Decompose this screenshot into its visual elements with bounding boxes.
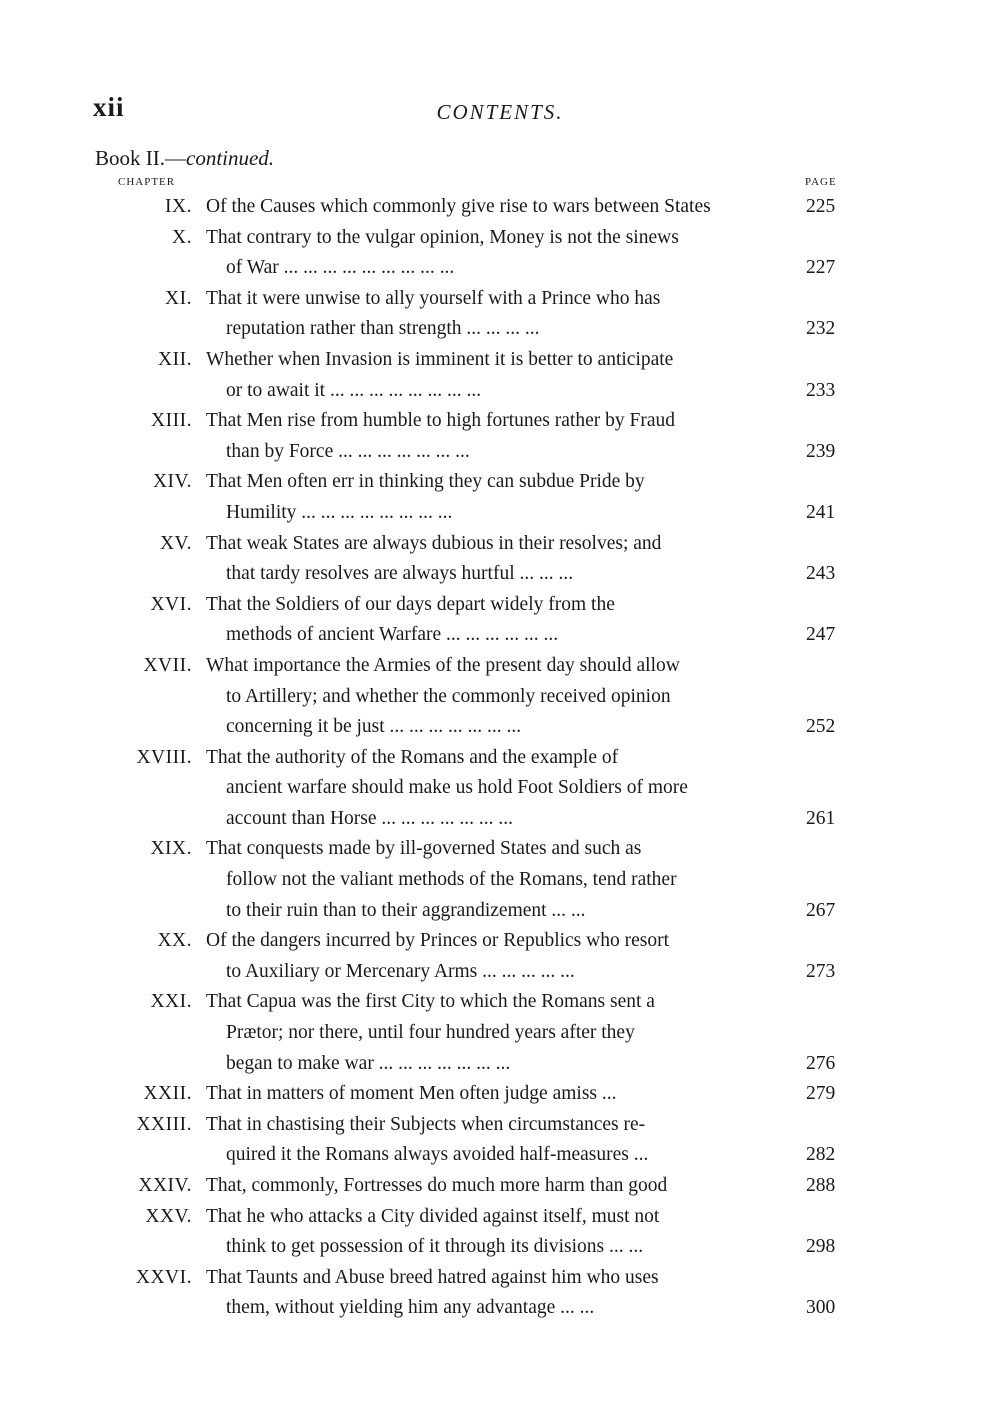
- toc-entry: [90, 467, 860, 528]
- chapter-title-line: That in chastising their Subjects when circumstances re-: [206, 1113, 646, 1135]
- chapter-number: XXIV.: [138, 1175, 192, 1196]
- toc-entry: [90, 406, 860, 467]
- chapter-number: IX.: [165, 196, 192, 217]
- chapter-title-line: That Taunts and Abuse breed hatred against him who uses: [206, 1266, 659, 1288]
- chapter-title-line: began to make war ... ... ... ... ... ... ...: [226, 1052, 511, 1074]
- chapter-title-line: account than Horse ... ... ... ... ... ... ...: [226, 807, 514, 829]
- chapter-title-line: That he who attacks a City divided against itself, must not: [206, 1205, 660, 1227]
- chapter-title-line: That the authority of the Romans and the example of: [206, 746, 619, 768]
- toc-entry: [90, 284, 860, 345]
- chapter-title-line: What importance the Armies of the present day should allow: [206, 654, 680, 676]
- chapter-title: [206, 1110, 786, 1171]
- toc-entry: [90, 1079, 860, 1110]
- chapter-column-heading: CHAPTER: [118, 176, 176, 188]
- chapter-number: XVIII.: [136, 746, 192, 768]
- toc-entry: [90, 529, 860, 590]
- chapter-number: X.: [172, 226, 192, 248]
- page-reference: 252: [806, 716, 836, 738]
- chapter-title-line: quired it the Romans always avoided half-measures ...: [226, 1144, 649, 1166]
- chapter-title: [206, 1202, 786, 1263]
- toc-entry: [90, 223, 860, 284]
- toc-list: [90, 192, 860, 1324]
- toc-entry: [90, 1171, 860, 1202]
- chapter-title-line: think to get possession of it through its divisions ... ...: [226, 1236, 644, 1258]
- chapter-title-line: Humility ... ... ... ... ... ... ... ...: [226, 501, 453, 523]
- chapter-title-line: That contrary to the vulgar opinion, Money is not the sinews: [206, 226, 679, 248]
- chapter-title-line: of War ... ... ... ... ... ... ... ... ...: [226, 257, 455, 279]
- page-reference: 239: [806, 440, 836, 462]
- chapter-title: [206, 987, 786, 1079]
- chapter-number: XXI.: [150, 991, 192, 1013]
- chapter-title: [206, 345, 786, 406]
- chapter-title: [206, 223, 786, 284]
- chapter-title-line: Of the Causes which commonly give rise to wars between States: [206, 196, 711, 217]
- chapter-title: [206, 1263, 786, 1324]
- page-reference: 241: [806, 501, 836, 523]
- chapter-number: XXIII.: [136, 1113, 192, 1135]
- toc-entry: [90, 1110, 860, 1171]
- chapter-title-line: That in matters of moment Men often judge amiss ...: [206, 1083, 617, 1105]
- page-reference: 225: [806, 196, 836, 217]
- chapter-title-line: follow not the valiant methods of the Romans, tend rather: [226, 869, 677, 891]
- book-continued: continued.: [186, 146, 275, 170]
- chapter-title-line: ancient warfare should make us hold Foot Soldiers of more: [226, 777, 688, 799]
- page-number-folio: xii: [93, 92, 125, 122]
- page-reference: 267: [806, 899, 836, 921]
- page-reference: 227: [806, 257, 836, 279]
- chapter-number: XVI.: [150, 593, 192, 615]
- toc-entry: [90, 192, 860, 223]
- chapter-title-line: That it were unwise to ally yourself with a Prince who has: [206, 287, 661, 309]
- chapter-title: [206, 284, 786, 345]
- chapter-number: XX.: [157, 930, 192, 952]
- chapter-title: [206, 926, 786, 987]
- page-reference: 288: [806, 1175, 836, 1196]
- chapter-number: XIX.: [150, 838, 192, 860]
- chapter-title-line: That conquests made by ill-governed States and such as: [206, 838, 642, 860]
- toc-entry: [90, 345, 860, 406]
- chapter-title: [206, 529, 786, 590]
- chapter-title-line: or to await it ... ... ... ... ... ... ... ...: [226, 379, 482, 401]
- chapter-title-line: them, without yielding him any advantage ... ...: [226, 1297, 595, 1319]
- chapter-title-line: to their ruin than to their aggrandizement ... ...: [226, 899, 586, 921]
- chapter-number: XXVI.: [135, 1266, 192, 1288]
- chapter-title: [206, 1171, 786, 1202]
- chapter-title-line: than by Force ... ... ... ... ... ... ...: [226, 440, 470, 462]
- chapter-title-line: that tardy resolves are always hurtful ... ... ...: [226, 563, 574, 585]
- chapter-number: XI.: [165, 287, 192, 309]
- chapter-title-line: That, commonly, Fortresses do much more harm than good: [206, 1175, 668, 1196]
- chapter-number: XVII.: [143, 654, 192, 676]
- page-reference: 273: [806, 960, 836, 982]
- page-reference: 279: [806, 1083, 836, 1105]
- chapter-number: XXV.: [145, 1205, 192, 1227]
- toc-entry: [90, 834, 860, 926]
- chapter-title-line: That Capua was the first City to which the Romans sent a: [206, 991, 655, 1013]
- chapter-title-line: concerning it be just ... ... ... ... ... ... ...: [226, 716, 522, 738]
- chapter-title-line: That the Soldiers of our days depart widely from the: [206, 593, 615, 615]
- page-reference: 298: [806, 1236, 836, 1258]
- chapter-title-line: That Men often err in thinking they can subdue Pride by: [206, 471, 645, 493]
- chapter-title: [206, 651, 786, 743]
- toc-entry: [90, 926, 860, 987]
- chapter-number: XV.: [159, 532, 192, 554]
- chapter-number: XIV.: [152, 471, 192, 493]
- chapter-title: [206, 467, 786, 528]
- page-column-heading: PAGE: [805, 176, 837, 188]
- page-reference: 233: [806, 379, 836, 401]
- chapter-title: [206, 834, 786, 926]
- page-reference: 247: [806, 624, 836, 646]
- running-head: CONTENTS.: [436, 100, 564, 124]
- chapter-title: [206, 590, 786, 651]
- chapter-title-line: That weak States are always dubious in their resolves; and: [206, 532, 662, 554]
- chapter-title-line: to Auxiliary or Mercenary Arms ... ... ... ... ...: [226, 960, 575, 982]
- toc-entry: [90, 1202, 860, 1263]
- page-reference: 300: [806, 1297, 836, 1319]
- chapter-title-line: Whether when Invasion is imminent it is better to anticipate: [206, 348, 674, 370]
- chapter-title-line: Of the dangers incurred by Princes or Republics who resort: [206, 930, 670, 952]
- chapter-title: [206, 406, 786, 467]
- chapter-title: [206, 192, 786, 223]
- page-reference: 261: [806, 807, 836, 829]
- page-reference: 232: [806, 318, 836, 340]
- toc-entry: [90, 743, 860, 835]
- toc-entry: [90, 987, 860, 1079]
- chapter-number: XXII.: [143, 1083, 192, 1105]
- chapter-number: XII.: [158, 348, 192, 370]
- chapter-title-line: That Men rise from humble to high fortunes rather by Fraud: [206, 410, 675, 432]
- toc-entry: [90, 651, 860, 743]
- chapter-title-line: to Artillery; and whether the commonly received opinion: [226, 685, 671, 707]
- chapter-title-line: reputation rather than strength ... ... ... ...: [226, 318, 540, 340]
- page-reference: 276: [806, 1052, 836, 1074]
- book-heading: [95, 146, 274, 171]
- chapter-number: XIII.: [151, 410, 192, 432]
- toc-entry: [90, 1263, 860, 1324]
- page-reference: 243: [806, 563, 836, 585]
- chapter-title-line: methods of ancient Warfare ... ... ... ... ... ...: [226, 624, 559, 646]
- toc-entry: [90, 590, 860, 651]
- chapter-title-line: Prætor; nor there, until four hundred years after they: [226, 1022, 635, 1044]
- chapter-title: [206, 743, 786, 835]
- page-reference: 282: [806, 1144, 836, 1166]
- book-label: Book II.—: [95, 146, 186, 170]
- chapter-title: [206, 1079, 786, 1110]
